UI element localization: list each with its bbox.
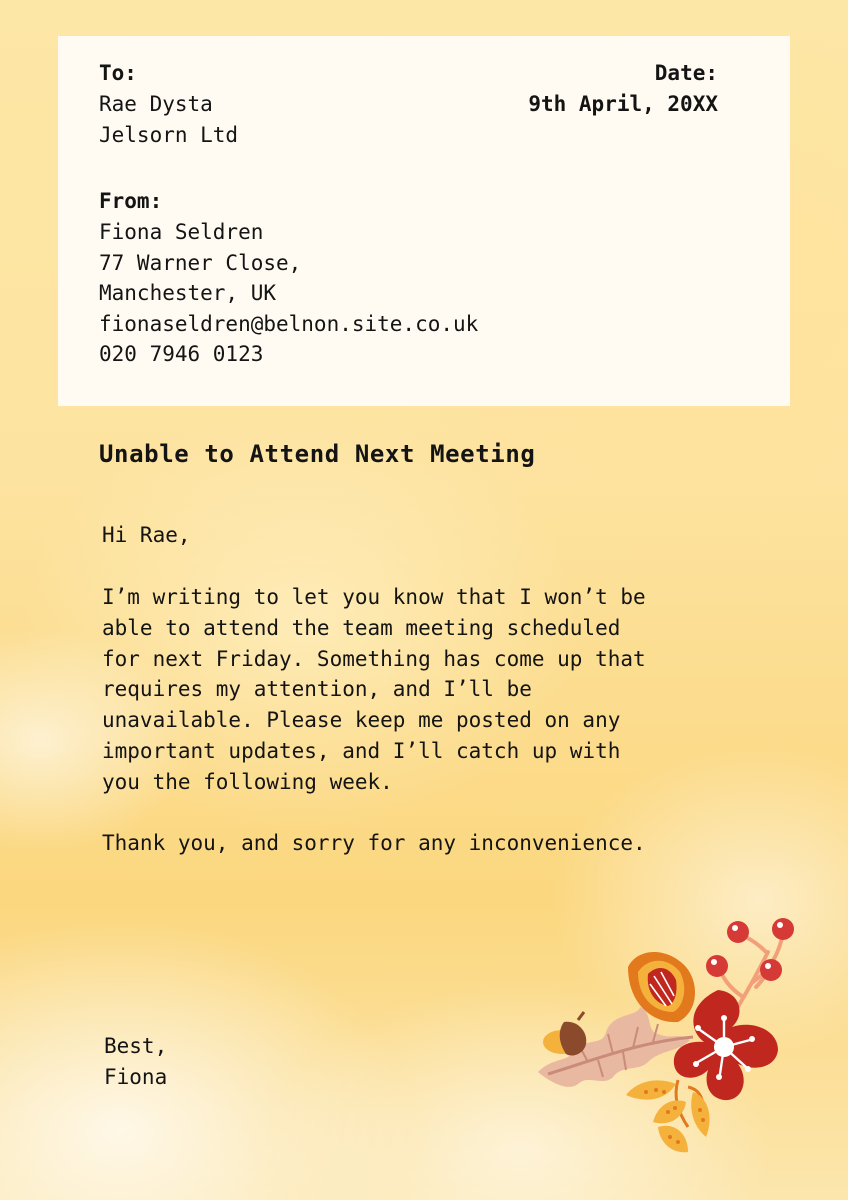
letter-subject: Unable to Attend Next Meeting xyxy=(99,440,536,468)
sender-city: Manchester, UK xyxy=(99,281,277,305)
sender-details xyxy=(99,217,478,370)
recipient-company: Jelsorn Ltd xyxy=(99,123,239,147)
paragraph-line: unavailable. Please keep me posted on any xyxy=(102,708,621,733)
acorn-icon xyxy=(543,1012,586,1056)
signature-name: Fiona xyxy=(104,1064,168,1089)
autumn-floral-icon xyxy=(528,912,800,1162)
sender-name: Fiona Seldren xyxy=(99,220,264,244)
valediction: Best, xyxy=(104,1034,168,1058)
greeting-line: Hi Rae, xyxy=(102,523,191,547)
sender-phone: 020 7946 0123 xyxy=(99,342,264,366)
paragraph-line: requires my attention, and I’ll be xyxy=(102,677,532,702)
recipient-label: To: xyxy=(99,61,137,85)
sender-street: 77 Warner Close, xyxy=(99,250,302,275)
letter-closing xyxy=(102,828,742,859)
letter-signoff xyxy=(104,1031,167,1092)
paragraph-line: you the following week. xyxy=(102,769,393,794)
recipient-name: Rae Dysta xyxy=(99,92,213,116)
paragraph-line: able to attend the team meeting scheduled xyxy=(102,615,621,640)
yellow-leaves-icon xyxy=(626,1080,710,1152)
letter-paragraph xyxy=(102,582,742,798)
letter-greeting xyxy=(102,520,742,551)
sender-label: From: xyxy=(99,189,163,213)
sender-email: fionaseldren@belnon.site.co.uk xyxy=(99,311,479,336)
closing-line: Thank you, and sorry for any inconvenience. xyxy=(102,831,646,855)
berries-icon xyxy=(706,918,794,981)
date-label: Date: xyxy=(654,61,718,85)
address-card xyxy=(58,36,790,406)
paragraph-line: I’m writing to let you know that I won’t be xyxy=(102,585,646,609)
paragraph-line: for next Friday. Something has come up that xyxy=(102,646,646,671)
date-value: 9th April, 20XX xyxy=(528,92,718,116)
paragraph-line: important updates, and I’ll catch up with xyxy=(102,738,621,763)
